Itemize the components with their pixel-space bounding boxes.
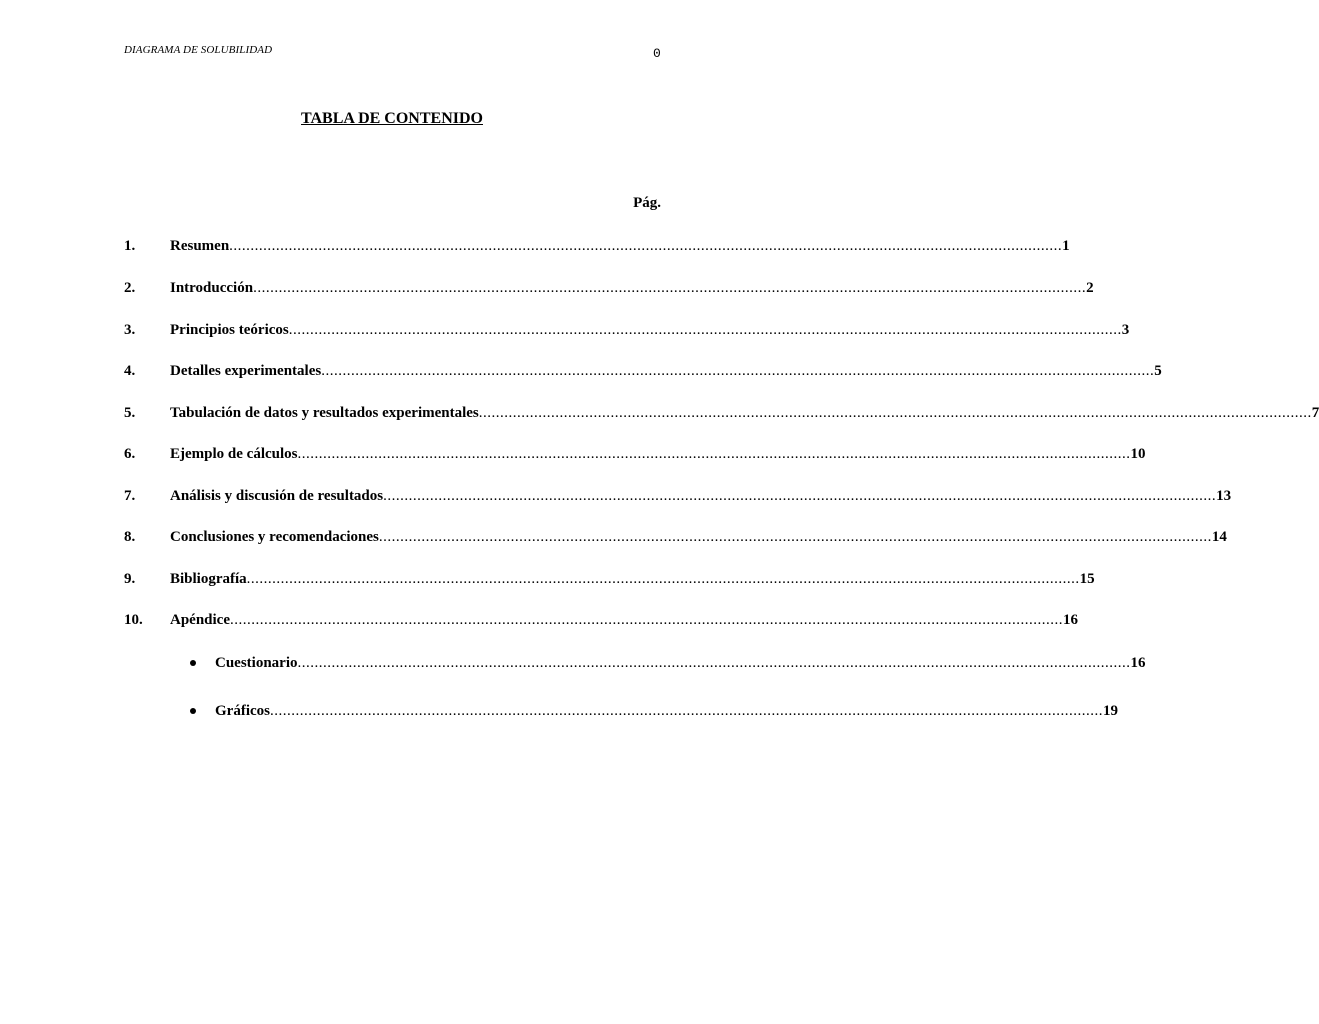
document-title: TABLA DE CONTENIDO	[301, 110, 483, 127]
toc-entry[interactable]	[124, 526, 1227, 548]
toc-entry-number: 6.	[124, 446, 136, 462]
toc-entry-number: 7.	[124, 488, 136, 504]
toc-dot-leader: ....................................................................................................................................................................................................	[478, 405, 1312, 421]
toc-sub-entry[interactable]	[190, 700, 1118, 722]
toc-dot-leader: ....................................................................................................................................................................................................	[297, 655, 1131, 671]
toc-entry-title: Introducción	[170, 280, 254, 296]
toc-entry-title: Detalles experimentales	[170, 363, 322, 379]
toc-entry-number: 2.	[124, 280, 136, 296]
toc-entry[interactable]	[124, 360, 1162, 382]
page-number: 0	[653, 46, 661, 61]
toc-entry-page: 16	[1063, 612, 1078, 628]
toc-entry-title: Principios teóricos	[170, 322, 289, 338]
toc-entry[interactable]	[124, 319, 1130, 341]
bullet-icon	[190, 708, 196, 714]
toc-entry-title: Análisis y discusión de resultados	[170, 488, 384, 504]
toc-dot-leader: ....................................................................................................................................................................................................	[246, 571, 1080, 587]
toc-entry-page: 3	[1121, 322, 1130, 338]
toc-dot-leader: ....................................................................................................................................................................................................	[288, 322, 1122, 338]
page-column-label: Pág.	[633, 195, 661, 211]
toc-entry-title: Tabulación de datos y resultados experimentales	[170, 405, 479, 421]
toc-entry-title: Resumen	[170, 238, 230, 254]
toc-entry-page: 10	[1130, 446, 1146, 462]
toc-entry-number: 9.	[124, 571, 136, 587]
toc-entry[interactable]	[124, 568, 1095, 590]
toc-entry[interactable]	[124, 485, 1232, 507]
toc-entry-title: Apéndice	[170, 612, 230, 628]
toc-sub-entry[interactable]	[190, 652, 1146, 674]
toc-entry-number: 10.	[124, 612, 143, 628]
toc-entry-page: 1	[1062, 238, 1070, 254]
toc-dot-leader: ....................................................................................................................................................................................................	[383, 488, 1217, 504]
toc-dot-leader: ....................................................................................................................................................................................................	[253, 280, 1087, 296]
toc-entry-title: Bibliografía	[170, 571, 247, 587]
toc-dot-leader: ....................................................................................................................................................................................................	[297, 446, 1131, 462]
toc-entry-page: 14	[1211, 529, 1227, 545]
toc-entry[interactable]	[124, 235, 1070, 257]
toc-entry-page: 15	[1079, 571, 1095, 587]
toc-entry-number: 4.	[124, 363, 136, 379]
toc-entry[interactable]	[124, 402, 1319, 424]
toc-entry-number: 3.	[124, 322, 136, 338]
toc-entry-page: 5	[1154, 363, 1162, 379]
bullet-icon	[190, 660, 196, 666]
toc-entry-number: 5.	[124, 405, 136, 421]
toc-entry-page: 13	[1216, 488, 1232, 504]
toc-entry[interactable]	[124, 277, 1094, 299]
running-header: DIAGRAMA DE SOLUBILIDAD	[124, 44, 273, 56]
toc-sub-entry-page: 16	[1130, 655, 1146, 671]
toc-dot-leader: ....................................................................................................................................................................................................	[230, 612, 1063, 628]
toc-entry-number: 8.	[124, 529, 136, 545]
toc-entry-number: 1.	[124, 238, 136, 254]
toc-entry-title: Ejemplo de cálculos	[170, 446, 298, 462]
toc-entry-page: 2	[1086, 280, 1094, 296]
toc-sub-entry-title: Gráficos	[215, 703, 270, 719]
toc-dot-leader: ....................................................................................................................................................................................................	[378, 529, 1212, 545]
toc-entry-page: 7	[1311, 405, 1319, 421]
toc-entry[interactable]	[124, 609, 1078, 631]
toc-sub-entry-title: Cuestionario	[215, 655, 298, 671]
toc-dot-leader: ....................................................................................................................................................................................................	[269, 703, 1103, 719]
toc-entry[interactable]	[124, 443, 1146, 465]
toc-dot-leader: ....................................................................................................................................................................................................	[229, 238, 1063, 254]
toc-sub-entry-page: 19	[1102, 703, 1118, 719]
toc-dot-leader: ....................................................................................................................................................................................................	[321, 363, 1155, 379]
toc-entry-title: Conclusiones y recomendaciones	[170, 529, 379, 545]
